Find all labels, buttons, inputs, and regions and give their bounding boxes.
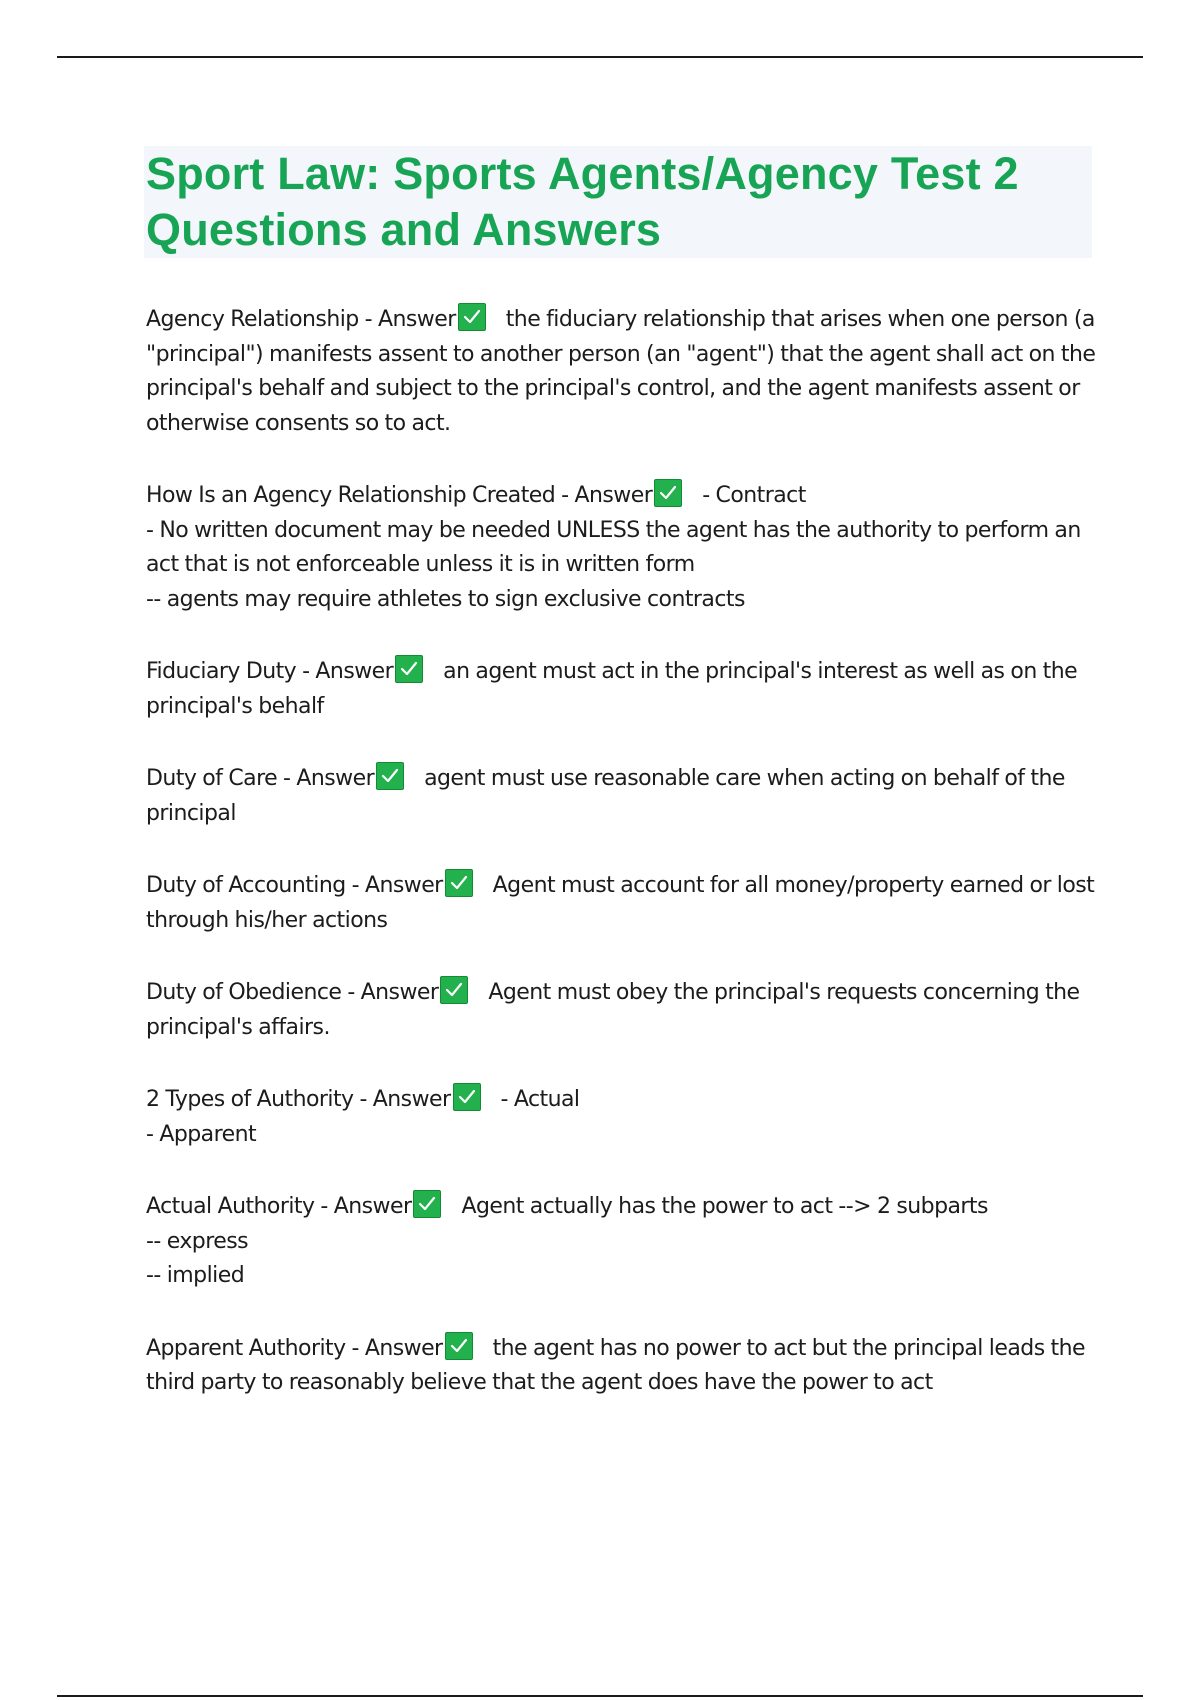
qa-term: Fiduciary Duty - Answer	[146, 659, 394, 684]
qa-answer: an agent must act in the principal's interest as well as on the principal's behalf	[146, 659, 1078, 719]
qa-item	[146, 869, 1096, 938]
top-rule	[57, 56, 1143, 58]
bottom-rule	[57, 1695, 1143, 1697]
qa-item	[146, 1190, 1096, 1294]
qa-list	[146, 303, 1096, 1439]
qa-answer: agent must use reasonable care when acting on behalf of the principal	[146, 766, 1065, 826]
qa-term: Duty of Care - Answer	[146, 766, 375, 791]
qa-item	[146, 762, 1096, 831]
qa-term: Duty of Accounting - Answer	[146, 873, 443, 898]
qa-answer: Agent must obey the principal's requests concerning the principal's affairs.	[146, 980, 1080, 1040]
qa-item	[146, 1332, 1096, 1401]
qa-item	[146, 1083, 1096, 1152]
check-mark-icon	[458, 303, 486, 331]
qa-item	[146, 479, 1096, 617]
qa-term: Agency Relationship - Answer	[146, 307, 456, 332]
qa-term: How Is an Agency Relationship Created - Answer	[146, 483, 653, 508]
qa-answer: the agent has no power to act but the principal leads the third party to reasonably believe that the agent does have the power to act	[146, 1335, 1086, 1395]
qa-answer: - Actual - Apparent	[146, 1087, 580, 1147]
qa-term: Duty of Obedience - Answer	[146, 980, 439, 1005]
check-mark-icon	[453, 1083, 481, 1111]
document-title: Sport Law: Sports Agents/Agency Test 2 Questions and Answers	[146, 148, 1019, 255]
qa-answer: Agent must account for all money/property earned or lost through his/her actions	[146, 873, 1095, 933]
qa-item	[146, 655, 1096, 724]
qa-term: Apparent Authority - Answer	[146, 1335, 443, 1361]
check-mark-icon	[376, 762, 404, 790]
check-mark-icon	[413, 1190, 441, 1218]
qa-answer: Agent actually has the power to act --> 2 subparts -- express -- implied	[146, 1194, 988, 1288]
check-mark-icon	[654, 479, 682, 507]
qa-answer: the fiduciary relationship that arises when one person (a "principal") manifests assent to another person (an "agent") that the agent shall act on the principal's behalf and subject to the principal's control, and the agent manifests assent or otherwise consents so to act.	[146, 307, 1096, 436]
qa-term: 2 Types of Authority - Answer	[146, 1087, 451, 1112]
qa-item	[146, 976, 1096, 1045]
check-mark-icon	[445, 869, 473, 897]
check-mark-icon	[440, 976, 468, 1004]
qa-answer: - Contract - No written document may be needed UNLESS the agent has the authority to perform an act that is not enforceable unless it is in written form -- agents may require athletes to sign exclusive contracts	[146, 483, 1081, 612]
title-box	[144, 146, 1092, 258]
check-mark-icon	[445, 1332, 473, 1360]
qa-term: Actual Authority - Answer	[146, 1194, 412, 1219]
qa-item	[146, 303, 1096, 441]
check-mark-icon	[395, 655, 423, 683]
